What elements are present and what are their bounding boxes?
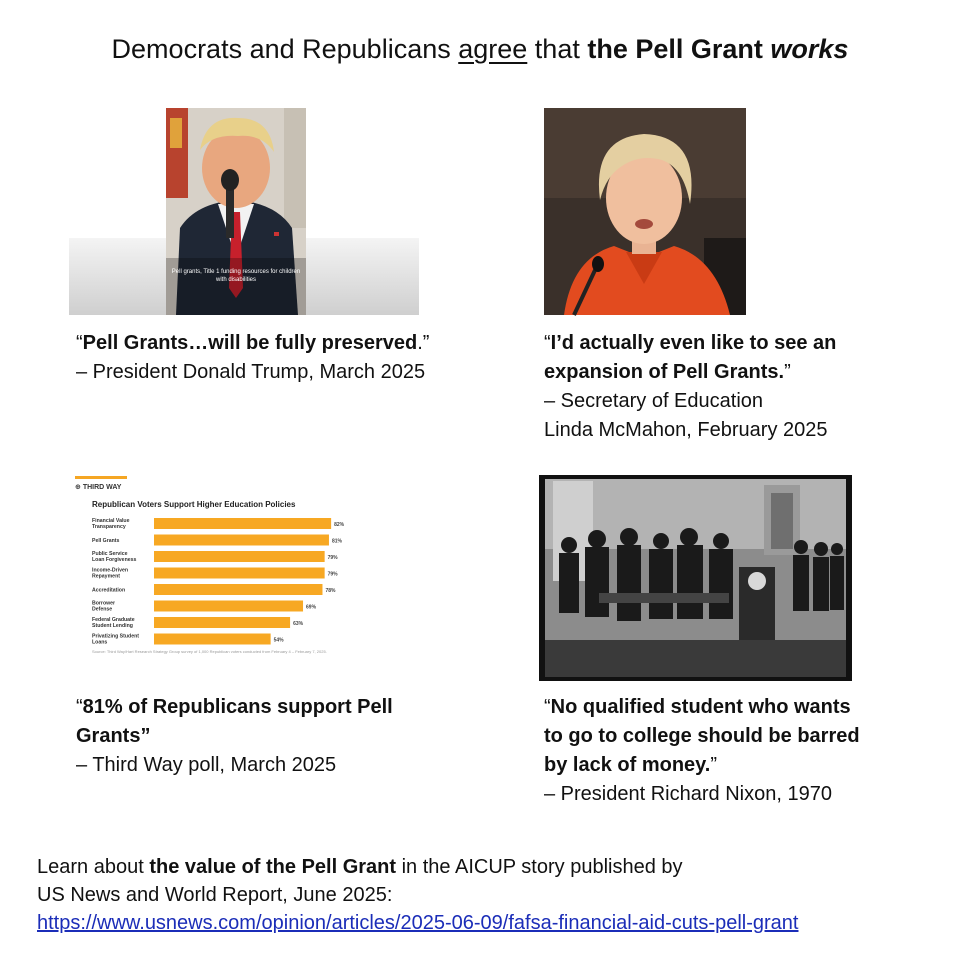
quote-mcmahon-attribution-2: Linda McMahon, February 2025 xyxy=(544,419,828,441)
quote-mcmahon-text-line2: expansion of Pell Grants. xyxy=(544,361,785,383)
footer-bold-text: the value of the Pell Grant xyxy=(149,856,397,878)
footer xyxy=(37,853,937,937)
title-text-2: that xyxy=(527,34,588,64)
quote-open-mark: “ xyxy=(544,332,551,354)
quote-nixon-text-line1: No qualified student who wants xyxy=(550,696,851,718)
chart-value-label: 69% xyxy=(306,604,317,611)
chart-value-label: 79% xyxy=(327,571,338,578)
quote-poll xyxy=(76,693,496,780)
chart-brand-text: THIRD WAY xyxy=(82,484,122,491)
title-underlined-word: agree xyxy=(458,34,528,64)
quote-mcmahon-text-line1: I’d actually even like to see an xyxy=(550,332,837,354)
quote-mcmahon xyxy=(544,329,944,445)
quote-poll-attribution: – Third Way poll, March 2025 xyxy=(76,754,337,776)
chart-title: Republican Voters Support Higher Education Policies xyxy=(92,500,296,509)
title-bold-italic-text: works xyxy=(770,34,849,64)
chart-bar xyxy=(154,634,271,645)
chart-category-label: Income-Driven Repayment xyxy=(92,567,129,580)
chart-bar xyxy=(154,535,329,546)
chart-category-label: Pell Grants xyxy=(92,538,120,544)
quote-trump-text: Pell Grants…will be fully preserved xyxy=(82,332,418,354)
quote-close-mark: .” xyxy=(417,332,430,354)
chart-bar xyxy=(154,601,303,612)
chart-category-label: Borrower Defense xyxy=(92,600,116,613)
chart-bar xyxy=(154,551,325,562)
quote-open-mark: “ xyxy=(544,696,551,718)
title-text-1: Democrats and Republicans xyxy=(111,34,459,64)
chart-bar xyxy=(154,568,325,579)
quote-nixon-attribution: – President Richard Nixon, 1970 xyxy=(544,783,832,805)
video-caption: Pell grants, Title 1 funding resources for children with disabilities xyxy=(171,269,301,283)
mcmahon-photo xyxy=(544,108,746,315)
chart-plot xyxy=(72,476,345,662)
trump-photo xyxy=(69,108,419,315)
chart-category-label: Federal Graduate Student Lending xyxy=(92,617,135,629)
chart-category-label: Financial Value Transparency xyxy=(92,518,130,530)
chart-category-label: Privatizing Student Loans xyxy=(92,633,139,646)
footer-text-2: in the AICUP story published by xyxy=(396,856,683,878)
chart-value-label: 63% xyxy=(293,621,304,627)
title-bold-text: the Pell Grant xyxy=(587,34,771,64)
chart-category-label: Accreditation xyxy=(92,587,126,594)
chart-source: Source: Third Way/Hart Research Strategy Group survey of 1,000 Republican voters conducted from February 4 – February 7, 2025. xyxy=(92,649,327,654)
chart-brand-logo: ⊕ THIRD WAY xyxy=(75,484,122,491)
footer-text-line2: US News and World Report, June 2025: xyxy=(37,884,393,906)
mcmahon-speaking-image xyxy=(544,108,746,315)
chart-bar xyxy=(154,584,322,595)
footer-text-1: Learn about xyxy=(37,856,150,878)
chart-value-label: 82% xyxy=(334,522,345,528)
page-title xyxy=(0,30,960,68)
chart-value-label: 78% xyxy=(325,588,336,594)
nixon-photo xyxy=(539,475,852,681)
quote-nixon xyxy=(544,693,944,809)
chart-value-label: 54% xyxy=(273,637,284,644)
chart-bar xyxy=(154,518,331,529)
quote-open-mark: “ xyxy=(76,332,83,354)
quote-trump-attribution: – President Donald Trump, March 2025 xyxy=(76,361,426,383)
nixon-signing-image xyxy=(539,475,852,681)
chart-category-label: Public Service Loan Forgiveness xyxy=(92,551,137,563)
quote-nixon-text-line3: by lack of money. xyxy=(544,754,711,776)
quote-trump xyxy=(76,329,496,387)
quote-close-mark: ” xyxy=(710,754,718,776)
quote-mcmahon-attribution-1: – Secretary of Education xyxy=(544,390,764,412)
quote-poll-text-line2: Grants” xyxy=(76,725,151,747)
chart-bar xyxy=(154,617,290,628)
chart-value-label: 79% xyxy=(327,555,338,561)
quote-open-mark: “ xyxy=(76,696,83,718)
quote-close-mark: ” xyxy=(784,361,791,383)
quote-nixon-text-line2: to go to college should be barred xyxy=(544,725,860,747)
quote-poll-text-line1: 81% of Republicans support Pell xyxy=(82,696,393,718)
third-way-chart xyxy=(72,476,345,662)
article-link[interactable]: https://www.usnews.com/opinion/articles/2025-06-09/fafsa-financial-aid-cuts-pell-grant xyxy=(37,912,799,934)
chart-value-label: 81% xyxy=(331,538,342,545)
